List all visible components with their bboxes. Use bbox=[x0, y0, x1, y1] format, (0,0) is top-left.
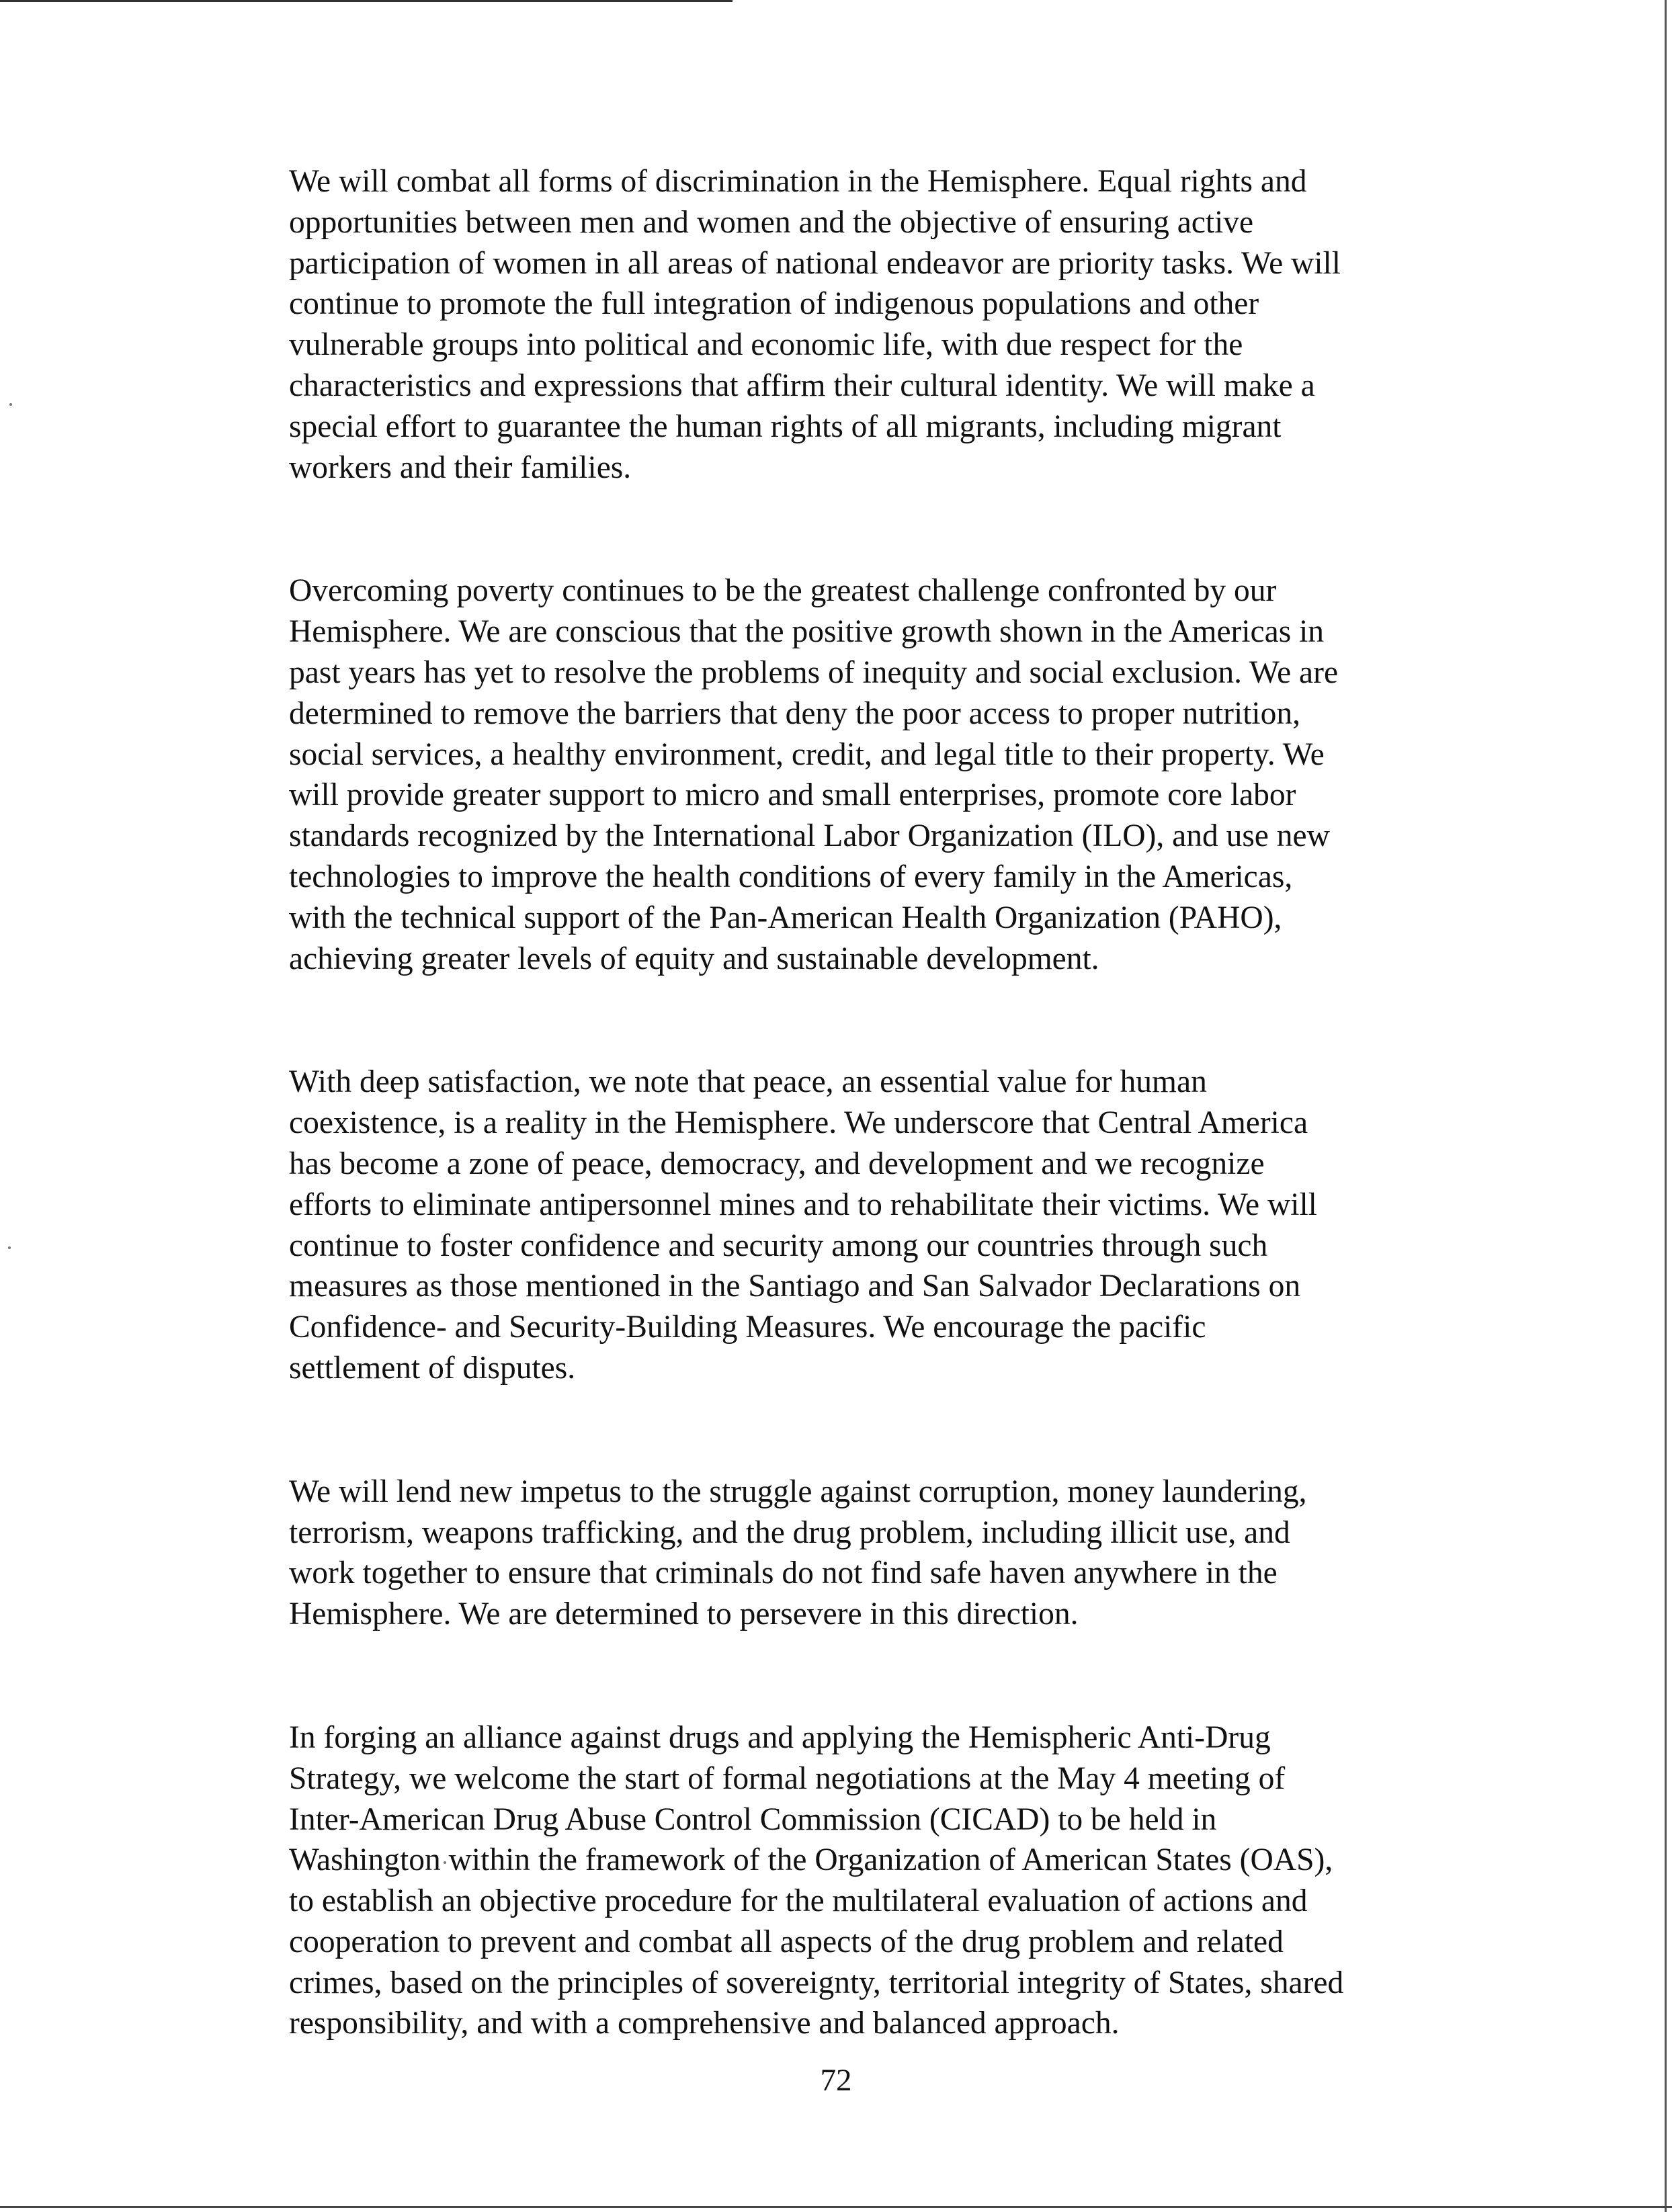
text-line: cooperation to prevent and combat all aspects of the drug problem and related bbox=[289, 1924, 1284, 1959]
text-line: crimes, based on the principles of sovereignty, territorial integrity of States, shared bbox=[289, 1965, 1344, 2000]
paragraph-drugs bbox=[289, 1717, 1431, 2044]
scan-edge-bottom bbox=[0, 2206, 1672, 2208]
text-line: responsibility, and with a comprehensive and balanced approach. bbox=[289, 2006, 1120, 2041]
text-line: continue to promote the full integration of indigenous populations and other bbox=[289, 286, 1259, 322]
text-line: social services, a healthy environment, credit, and legal title to their property. We bbox=[289, 736, 1325, 772]
text-line: characteristics and expressions that affirm their cultural identity. We will make a bbox=[289, 368, 1315, 403]
text-line: workers and their families. bbox=[289, 450, 632, 485]
text-line: to establish an objective procedure for the multilateral evaluation of actions and bbox=[289, 1883, 1308, 1919]
text-line: vulnerable groups into political and economic life, with due respect for the bbox=[289, 327, 1243, 363]
text-line: efforts to eliminate antipersonnel mines and to rehabilitate their victims. We will bbox=[289, 1187, 1317, 1222]
text-line: Hemisphere. We are determined to persevere in this direction. bbox=[289, 1597, 1079, 1632]
text-line: terrorism, weapons trafficking, and the drug problem, including illicit use, and bbox=[289, 1515, 1290, 1550]
paragraph-poverty bbox=[289, 570, 1431, 979]
text-line: opportunities between men and women and the objective of ensuring active bbox=[289, 204, 1254, 240]
text-line: measures as those mentioned in the Santiago and San Salvador Declarations on bbox=[289, 1269, 1301, 1304]
scan-edge-right bbox=[1665, 0, 1667, 2212]
text-line: continue to foster confidence and security among our countries through such bbox=[289, 1228, 1268, 1263]
text-line: achieving greater levels of equity and sustainable development. bbox=[289, 941, 1099, 976]
paragraph-corruption bbox=[289, 1472, 1431, 1635]
text-line: Confidence- and Security-Building Measures. We encourage the pacific bbox=[289, 1310, 1206, 1345]
text-line: past years has yet to resolve the problems of inequity and social exclusion. We are bbox=[289, 654, 1339, 690]
text-line: determined to remove the barriers that deny the poor access to proper nutrition, bbox=[289, 695, 1300, 731]
paragraph-discrimination bbox=[289, 161, 1431, 488]
page-number: 72 bbox=[820, 2063, 852, 2098]
text-line: participation of women in all areas of national endeavor are priority tasks. We will bbox=[289, 245, 1341, 281]
paragraph-peace bbox=[289, 1062, 1431, 1388]
text-line: Inter-American Drug Abuse Control Commission (CICAD) to be held in bbox=[289, 1801, 1217, 1837]
text-line: We will lend new impetus to the struggle against corruption, money laundering, bbox=[289, 1474, 1307, 1509]
scan-speck bbox=[8, 1246, 11, 1249]
text-line: special effort to guarantee the human rights of all migrants, including migrant bbox=[289, 409, 1282, 444]
text-line: Strategy, we welcome the start of formal negotiations at the May 4 meeting of bbox=[289, 1760, 1286, 1796]
text-line: standards recognized by the International Labor Organization (ILO), and use new bbox=[289, 818, 1330, 854]
scan-speck bbox=[9, 403, 12, 406]
text-line: settlement of disputes. bbox=[289, 1350, 576, 1386]
text-line: Hemisphere. We are conscious that the positive growth shown in the Americas in bbox=[289, 614, 1325, 650]
text-line: coexistence, is a reality in the Hemisphere. We underscore that Central America bbox=[289, 1105, 1308, 1141]
text-line: Overcoming poverty continues to be the greatest challenge confronted by our bbox=[289, 573, 1277, 609]
text-line: Washington within the framework of the Organization of American States (OAS), bbox=[289, 1842, 1333, 1878]
text-line: With deep satisfaction, we note that peace, an essential value for human bbox=[289, 1064, 1207, 1100]
scan-edge-top bbox=[0, 0, 733, 2]
text-line: We will combat all forms of discrimination in the Hemisphere. Equal rights and bbox=[289, 164, 1307, 199]
text-line: will provide greater support to micro and small enterprises, promote core labor bbox=[289, 777, 1296, 813]
text-line: has become a zone of peace, democracy, and development and we recognize bbox=[289, 1146, 1265, 1181]
text-line: work together to ensure that criminals do not find safe haven anywhere in the bbox=[289, 1556, 1278, 1591]
document-page bbox=[289, 161, 1431, 2127]
text-line: with the technical support of the Pan-American Health Organization (PAHO), bbox=[289, 900, 1282, 935]
text-line: In forging an alliance against drugs and applying the Hemispheric Anti-Drug bbox=[289, 1719, 1271, 1755]
text-line: technologies to improve the health conditions of every family in the Americas, bbox=[289, 859, 1293, 894]
